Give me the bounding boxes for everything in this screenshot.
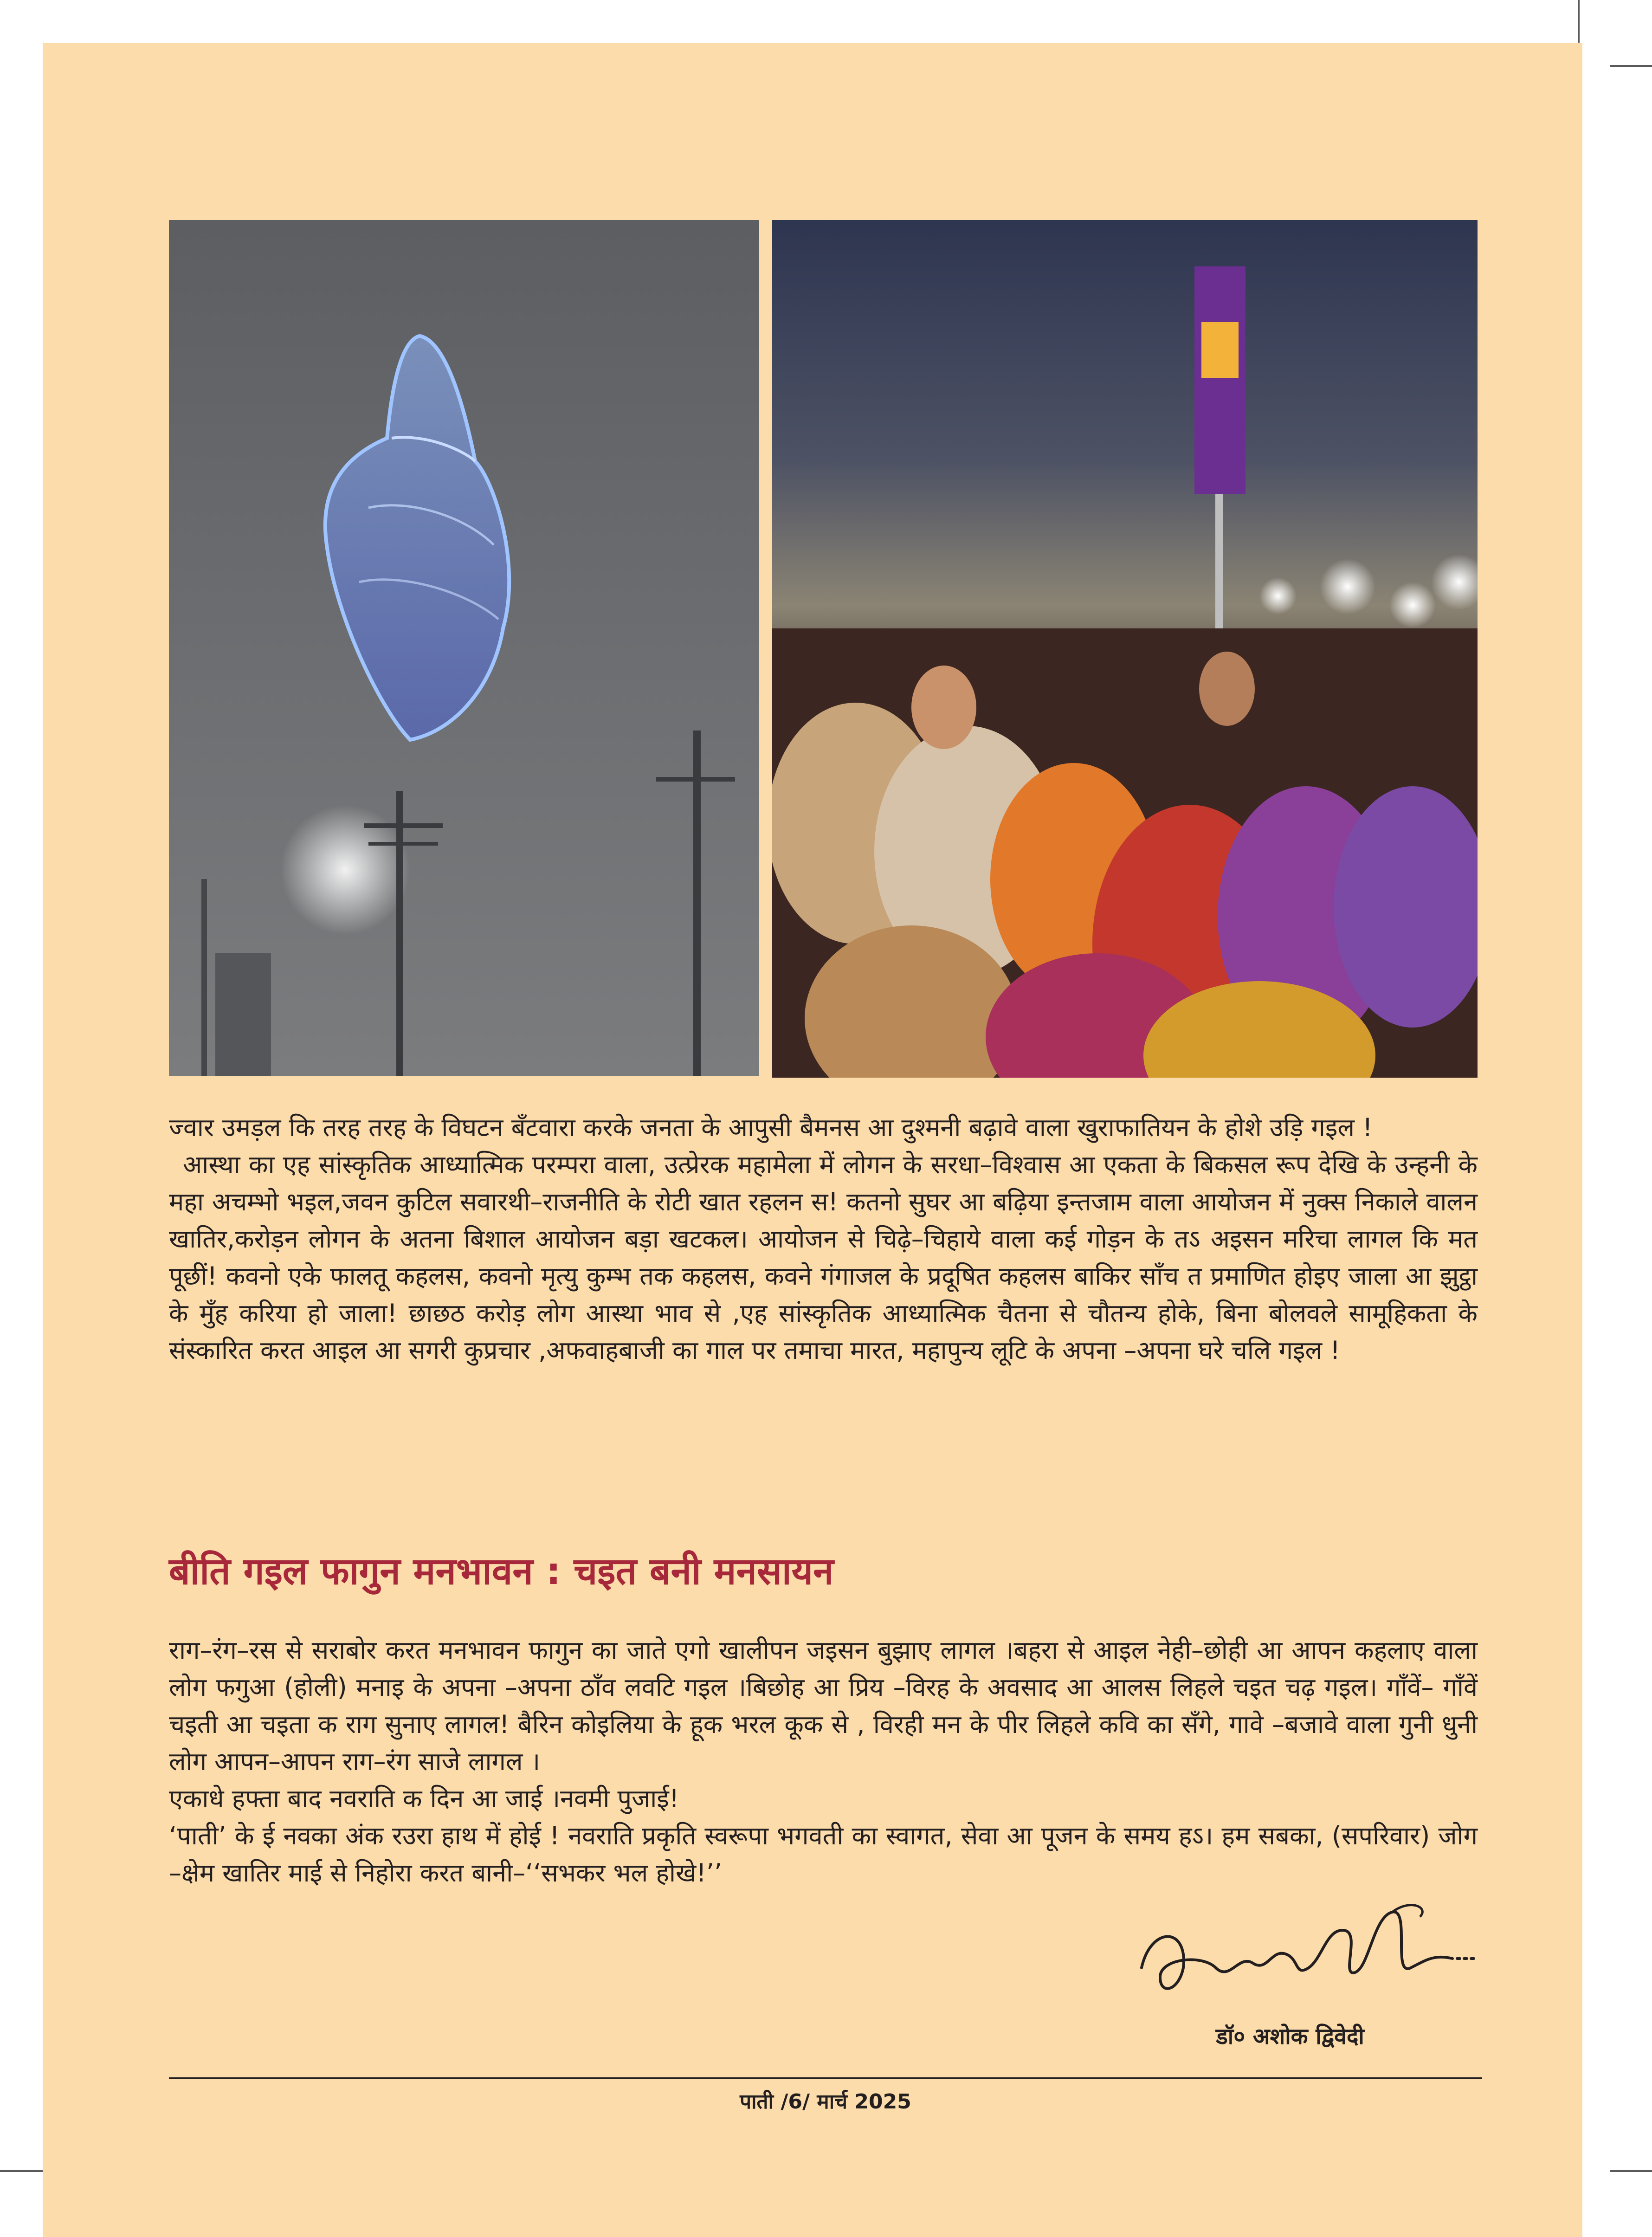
section-body	[169, 1632, 1478, 1892]
footer-divider	[169, 2077, 1482, 2079]
author-name: डॉ० अशोक द्विवेदी	[1216, 2024, 1364, 2050]
crop-mark	[1610, 2170, 1652, 2172]
page-footer: पाती /6/ मार्च 2025	[740, 2090, 911, 2114]
crop-mark	[1578, 0, 1580, 43]
crop-mark	[1610, 65, 1652, 67]
section-line-3: ‘पाती’ के ई नवका अंक रउरा हाथ में होई ! नवराति प्रकृति स्वरूपा भगवती का स्वागत, सेवा आ पूजन के समय हऽ। हम सबका, (सपरिवार) जोग –क्षेम खातिर माई से निहोरा करत बानी–‘‘सभकर भल होखे!’’	[169, 1821, 1478, 1888]
pilgrims-crowd-photo	[772, 220, 1478, 1078]
crop-mark	[0, 2170, 43, 2172]
section-heading: बीति गइल फागुन मनभावन : चइत बनी मनसायन	[169, 1550, 834, 1593]
article-paragraph-2: आस्था का एह सांस्कृतिक आध्यात्मिक परम्परा वाला, उत्प्रेरक महामेला में लोगन के सरधा–विश्वास आ एकता के बिकसल रूप देखि के उन्हनी के महा अचम्भो भइल,जवन कुटिल सवारथी–राजनीति के रोटी खात रहलन स! कतनो सुघर आ बढ़िया इन्तजाम वाला आयोजन में नुक्स निकाले वालन खातिर,करोड़न लोगन के अतना बिशाल आयोजन बड़ा खटकल। आयोजन से चिढ़े–चिहाये वाला कई गोड़न के तऽ अइसन मरिचा लागल कि मत पूछीं! कवनो एके फालतू कहलस, कवनो मृत्यु कुम्भ तक कहलस, कवने गंगाजल के प्रदूषित कहलस बाकिर साँच त प्रमाणित होइए जाला आ झुट्ठा के मुँह करिया हो जाला! छाछठ करोड़ लोग आस्था भाव से ,एह सांस्कृतिक आध्यात्मिक चैतना से चौतन्य होके, बिना बोलवले सामूहिकता के संस्कारित करत आइल आ सगरी कुप्रचार ,अफवाहबाजी का गाल पर तमाचा मारत, महापुन्य लूटि के अपना –अपना घरे चलि गइल !	[169, 1150, 1478, 1365]
conch-drone-show-photo	[169, 220, 759, 1076]
section-paragraph-1: राग–रंग–रस से सराबोर करत मनभावन फागुन का जाते एगो खालीपन जइसन बुझाए लागल ।बहरा से आइल नेही–छोही आ आपन कहलाए वाला लोग फगुआ (होली) मनाइ के अपना –अपना ठाँव लवटि गइल ।बिछोह आ प्रिय –विरह के अवसाद आ आलस लिहले चइत चढ़ गइल। गाँवें– गाँवें चइती आ चइता क राग सुनाए लागल! बैरिन कोइलिया के हूक भरल कूक से , विरही मन के पीर लिहले कवि का सँगे, गावे –बजावे वाला गुनी धुनी लोग आपन–आपन राग–रंग साजे लागल ।	[169, 1636, 1478, 1776]
handwritten-signature	[1132, 1898, 1485, 2019]
article-body	[169, 1109, 1478, 1369]
section-line-2: एकाधे हफ्ता बाद नवराति क दिन आ जाई ।नवमी पुजाई!	[169, 1784, 679, 1813]
article-paragraph-1: ज्वार उमड़ल कि तरह तरह के विघटन बँटवारा करके जनता के आपुसी बैमनस आ दुश्मनी बढ़ावे वाला खुराफातियन के होशे उड़ि गइल !	[169, 1113, 1373, 1142]
